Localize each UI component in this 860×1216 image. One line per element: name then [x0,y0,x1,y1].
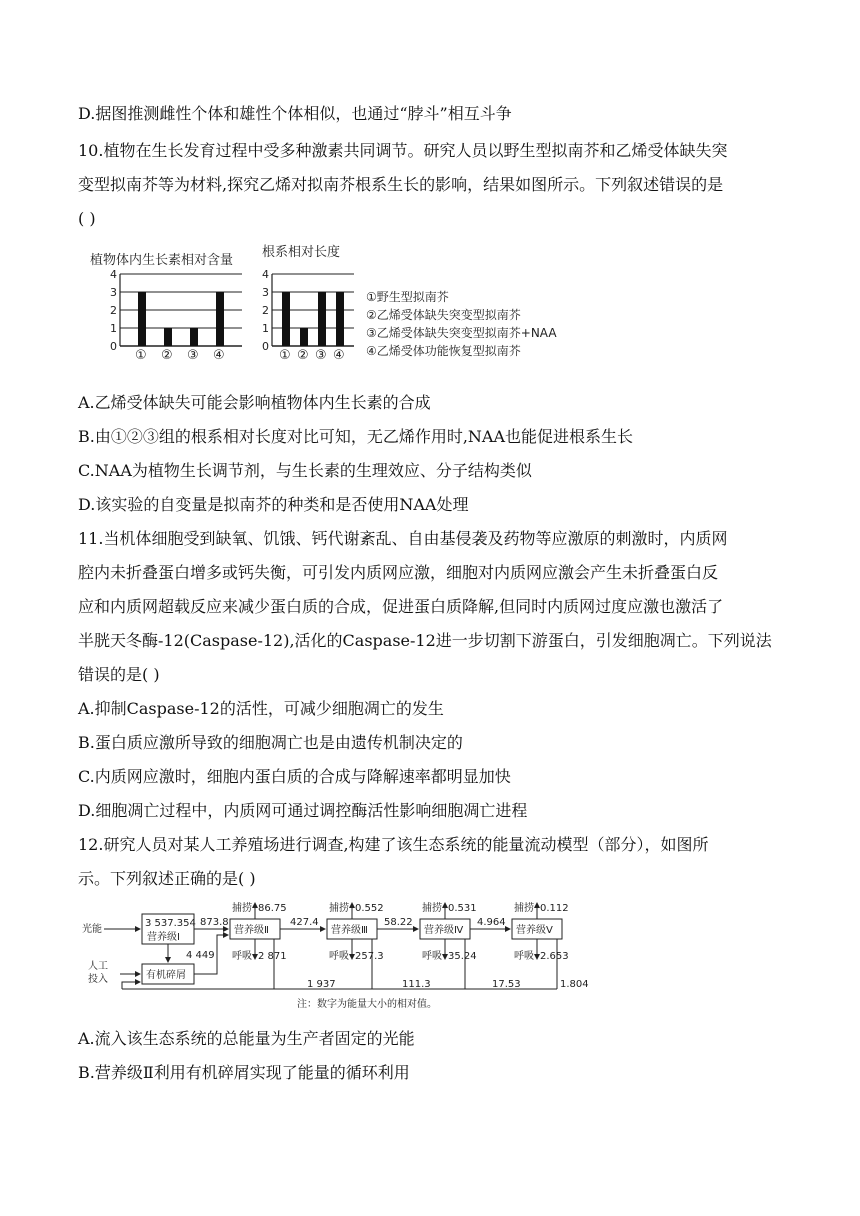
capture-value-4: 0.112 [540,903,569,914]
question-11-stem: 11.当机体细胞受到缺氧、饥饿、钙代谢紊乱、自由基侵袭及药物等应激原的刺激时，内质网 [78,529,728,548]
capture-value-3: 0.531 [448,903,477,914]
resp-value-4: 2.653 [540,951,569,962]
chart1-ytick-2: 2 [110,304,117,317]
resp-label-2: 呼吸 [329,951,349,962]
chart1-ytick-4: 4 [110,268,117,281]
level5-label: 营养级Ⅴ [516,925,553,936]
chart1-category-4: ④ [213,348,225,363]
detritus-label: 有机碎屑 [146,970,186,981]
option-b-q10: B.由①②③组的根系相对长度对比可知，无乙烯作用时,NAA也能促进根系生长 [78,427,634,446]
chart2-plot [262,268,354,363]
chart2-category-1: ① [279,348,291,363]
question-11-stem-3: 应和内质网超载反应来减少蛋白质的合成，促进蛋白质降解,但同时内质网过度应激也激活了 [78,597,724,616]
chart1-ytick-0: 0 [110,340,117,353]
chart2-ytick-1: 1 [262,322,269,335]
chart2-bar-2 [300,328,308,346]
option-b-q12: B.营养级Ⅱ利用有机碎屑实现了能量的循环利用 [78,1063,410,1082]
capture-label-2: 捕捞 [329,903,349,914]
question-11-stem-4: 半胱天冬酶-12(Caspase-12),活化的Caspase-12进一步切割下游蛋白，引发细胞凋亡。下列说法 [78,631,772,650]
flow-3: 58.22 [384,917,413,928]
chart1-bar-4 [216,292,224,346]
chart2-category-4: ④ [333,348,345,363]
flow-4: 4.964 [477,917,506,928]
capture-label-1: 捕捞 [232,903,252,914]
legend-item-2: ②乙烯受体缺失突变型拟南芥 [366,308,521,322]
capture-label-4: 捕捞 [514,903,534,914]
chart1-ytick-3: 3 [110,286,117,299]
capture-value-2: 0.552 [355,903,384,914]
detritus-value-3: 17.53 [492,979,521,990]
light-label: 光能 [82,924,102,935]
legend-item-4: ④乙烯受体功能恢复型拟南芥 [366,344,521,358]
option-a-q12: A.流入该生态系统的总能量为生产者固定的光能 [78,1029,415,1048]
chart2-bar-3 [318,292,326,346]
option-d-q11: D.细胞凋亡过程中，内质网可通过调控酶活性影响细胞凋亡进程 [78,801,528,820]
resp-label-3: 呼吸 [422,951,442,962]
chart1-bar-1 [138,292,146,346]
energy-flow-diagram [82,897,602,1017]
diagram-note: 注：数字为能量大小的相对值。 [297,999,437,1010]
question-12-stem-2: 示。下列叙述正确的是( ) [78,869,256,888]
chart2-bar-4 [336,292,344,346]
resp-value-3: 35.24 [448,951,477,962]
level1-label: 营养级Ⅰ [147,932,180,943]
chart2-ytick-2: 2 [262,304,269,317]
chart1-title: 植物体内生长素相对含量 [90,253,234,268]
flow-2: 427.4 [290,917,319,928]
chart1-ytick-1: 1 [110,322,117,335]
q10-bar-charts [80,240,600,370]
chart1-category-2: ② [161,348,173,363]
flow-1: 873.8 [200,917,229,928]
level2-label: 营养级Ⅱ [234,925,269,936]
option-a-q10: A.乙烯受体缺失可能会影响植物体内生长素的合成 [78,393,431,412]
resp-value-1: 2 871 [258,951,287,962]
chart2-ytick-0: 0 [262,340,269,353]
detritus-value-4: 1.804 [560,979,589,990]
capture-label-3: 捕捞 [422,903,442,914]
chart2-bar-1 [282,292,290,346]
legend-item-3: ③乙烯受体缺失突变型拟南芥+NAA [366,326,557,340]
level4-label: 营养级Ⅳ [424,925,464,936]
human-label-2: 投入 [88,974,108,985]
producer-value: 3 537.354 [145,918,196,929]
chart2-category-2: ② [297,348,309,363]
chart1-bar-3 [190,328,198,346]
option-b-q11: B.蛋白质应激所导致的细胞凋亡也是由遗传机制决定的 [78,733,463,752]
chart1-category-1: ① [135,348,147,363]
question-11-stem-5: 错误的是( ) [78,665,160,684]
chart2-category-3: ③ [315,348,327,363]
question-10-stem: 10.植物在生长发育过程中受多种激素共同调节。研究人员以野生型拟南芥和乙烯受体缺失突 [78,141,728,160]
question-12-stem: 12.研究人员对某人工养殖场进行调查,构建了该生态系统的能量流动模型（部分），如图所 [78,835,709,854]
capture-value-1: 86.75 [258,903,287,914]
human-label-1: 人工 [88,961,108,972]
question-10-bracket: ( ) [78,209,96,228]
level3-label: 营养级Ⅲ [331,925,368,936]
option-c-q10: C.NAA为植物生长调节剂，与生长素的生理效应、分子结构类似 [78,461,532,480]
option-c-q11: C.内质网应激时，细胞内蛋白质的合成与降解速率都明显加快 [78,767,511,786]
resp-value-2: 257.3 [355,951,384,962]
legend-item-1: ①野生型拟南芥 [366,290,449,304]
chart1-category-3: ③ [187,348,199,363]
resp-label-1: 呼吸 [232,951,252,962]
chart2-title: 根系相对长度 [262,245,341,260]
detritus-value-1: 1 937 [307,979,336,990]
question-10-stem-cont: 变型拟南芥等为材料,探究乙烯对拟南芥根系生长的影响，结果如图所示。下列叙述错误的是 [78,175,724,194]
chart2-ytick-3: 3 [262,286,269,299]
option-a-q11: A.抑制Caspase-12的活性，可减少细胞凋亡的发生 [78,699,444,718]
detritus-value-2: 111.3 [402,979,431,990]
option-d-q9: D.据图推测雌性个体和雄性个体相似，也通过“脖斗”相互斗争 [78,104,512,123]
question-11-stem-2: 腔内未折叠蛋白增多或钙失衡，可引发内质网应激，细胞对内质网应激会产生未折叠蛋白反 [78,563,719,582]
option-d-q10: D.该实验的自变量是拟南芥的种类和是否使用NAA处理 [78,495,469,514]
chart1-plot [110,268,242,363]
chart2-ytick-4: 4 [262,268,269,281]
resp-label-4: 呼吸 [514,951,534,962]
chart1-bar-2 [164,328,172,346]
detritus-flow: 4 449 [186,950,215,961]
